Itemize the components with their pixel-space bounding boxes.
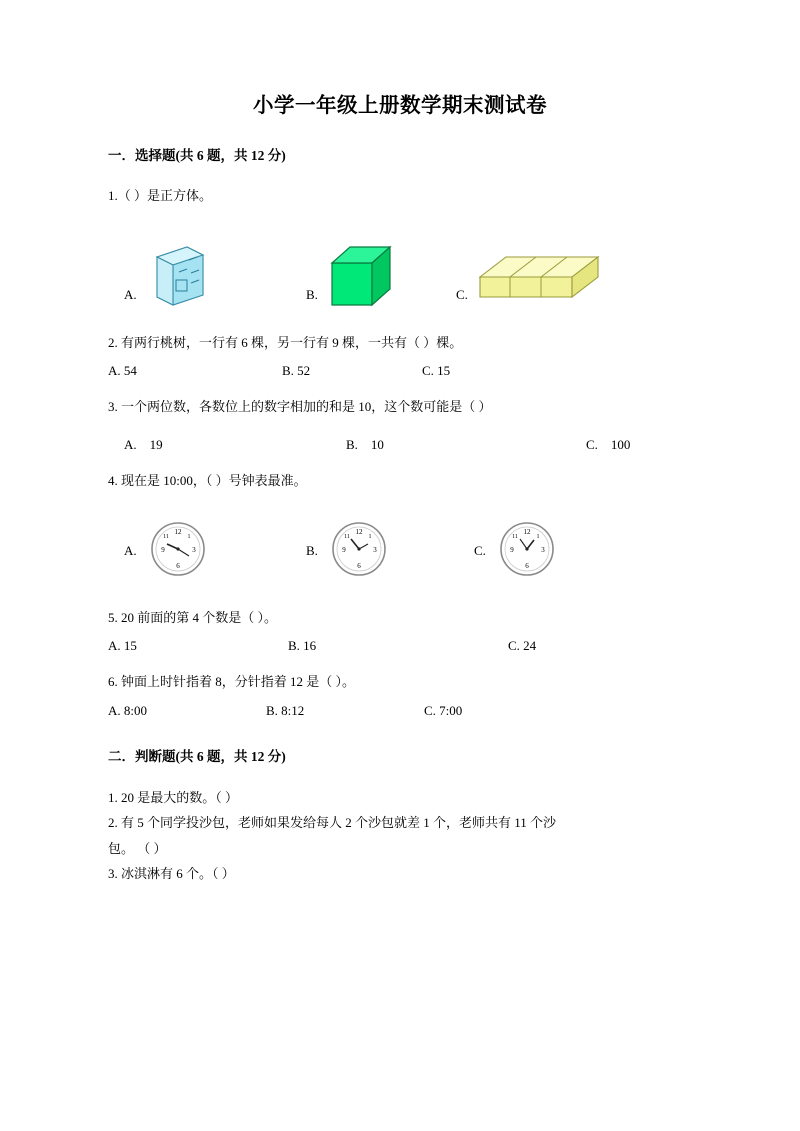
question-3 [108,395,692,453]
svg-text:12: 12 [355,527,363,536]
question-4-text: 4. 现在是 10:00，（ ）号钟表最准。 [108,473,307,489]
question-2 [108,331,692,380]
svg-text:3: 3 [373,545,377,554]
svg-text:11: 11 [344,533,350,540]
option-b-label: B. [306,542,318,558]
svg-text:9: 9 [510,545,514,554]
truefalse-item-3[interactable]: 3. 冰淇淋有 6 个。（ ） [108,866,235,882]
svg-text:12: 12 [523,527,531,536]
question-4-options [108,512,692,590]
question-2-text: 2. 有两行桃树，一行有 6 棵，另一行有 9 棵，一共有（ ）棵。 [108,334,463,350]
option-b[interactable]: B. 8:12 [266,703,305,719]
option-c[interactable]: C. 15 [422,363,451,379]
option-c[interactable]: C. 100 [586,437,631,453]
option-b-label: B. [306,286,318,302]
question-5-options [108,638,692,654]
svg-text:1: 1 [187,533,191,540]
option-c-label: C. [456,286,468,302]
svg-text:3: 3 [191,545,196,554]
clock-icon [494,516,560,586]
svg-text:1: 1 [368,533,372,540]
svg-text:3: 3 [541,545,545,554]
question-4 [108,469,692,590]
clock-icon [326,516,392,586]
question-6-text: 6. 钟面上时针指着 8，分针指着 12 是（ ）。 [108,674,356,690]
svg-text:6: 6 [357,561,361,570]
question-1-text: 1.（ ）是正方体。 [108,188,213,203]
page-title: 小学一年级上册数学期末测试卷 [253,95,547,117]
svg-text:6: 6 [175,561,180,570]
truefalse-item-1[interactable]: 1. 20 是最大的数。（ ） [108,790,239,806]
cuboid-yellow-figure [474,241,610,315]
question-1 [108,184,692,315]
truefalse-item-2-cont[interactable]: 包。 （ ） [108,840,167,856]
option-a-label: A. [124,286,137,302]
truefalse-item-2[interactable]: 2. 有 5 个同学投沙包，老师如果发给每人 2 个沙包就差 1 个，老师共有 11 个沙 [108,815,557,831]
section-heading-choice: 一．选择题(共 6 题，共 12 分) [108,148,286,163]
option-a-label: A. [124,542,137,558]
question-5 [108,606,692,655]
option-b[interactable]: B. 16 [288,638,317,654]
question-3-options [108,434,692,453]
question-1-options [108,223,692,315]
question-6-options [108,703,692,719]
svg-text:11: 11 [162,533,169,540]
svg-text:9: 9 [342,545,346,554]
option-a[interactable]: A. 54 [108,363,137,379]
section-truefalse [108,745,692,886]
section-choice [108,144,692,719]
svg-text:11: 11 [512,533,518,540]
book-3d-figure [143,233,215,315]
option-c-label: C. [474,542,486,558]
option-c[interactable]: C. 7:00 [424,703,463,719]
question-3-text: 3. 一个两位数，各数位上的数字相加的和是 10，这个数可能是（ ） [108,399,492,415]
clock-icon [145,516,211,586]
option-a[interactable]: A. 15 [108,638,137,654]
svg-text:12: 12 [174,527,182,536]
option-b[interactable]: B. 52 [282,363,311,379]
option-b[interactable]: B. 10 [346,437,384,453]
option-c[interactable] [474,516,634,586]
cube-green-figure [324,233,398,315]
option-b[interactable] [306,233,456,315]
option-a[interactable] [108,516,306,586]
option-a[interactable] [108,233,306,315]
option-a[interactable]: A. 19 [124,437,163,453]
question-5-text: 5. 20 前面的第 4 个数是（ ）。 [108,609,278,625]
svg-text:6: 6 [525,561,529,570]
option-c[interactable] [456,241,656,315]
svg-text:9: 9 [160,545,165,554]
question-6 [108,670,692,719]
truefalse-items [108,785,692,886]
question-2-options [108,363,692,379]
svg-text:1: 1 [536,533,540,540]
option-a[interactable]: A. 8:00 [108,703,147,719]
option-b[interactable] [306,516,474,586]
option-c[interactable]: C. 24 [508,638,537,654]
section-heading-truefalse: 二．判断题(共 6 题，共 12 分) [108,749,286,765]
